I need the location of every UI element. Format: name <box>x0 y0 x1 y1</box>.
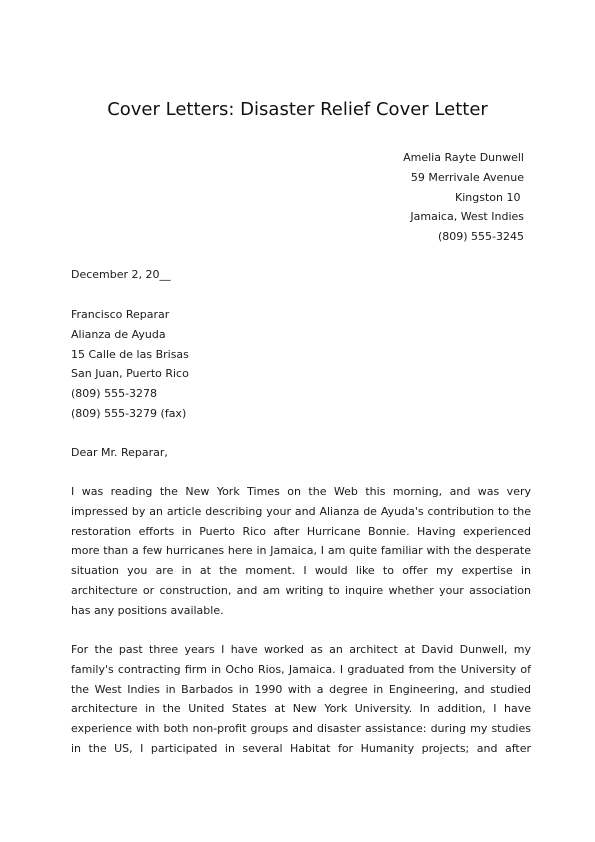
sender-city: Kingston 10 <box>455 190 524 204</box>
recipient-address-block <box>71 305 189 424</box>
body-paragraph-2 <box>71 640 531 759</box>
recipient-organization: Alianza de Ayuda <box>71 327 166 341</box>
sender-phone: (809) 555-3245 <box>437 230 524 244</box>
paragraph-line: family's contracting firm in Ocho Rios, Jamaica. I graduated from the University of <box>71 662 531 676</box>
sender-country: Jamaica, West Indies <box>410 210 524 224</box>
paragraph-line: architecture in the United States at New York University. In addition, I have <box>71 702 531 716</box>
sender-name: Amelia Rayte Dunwell <box>403 151 524 164</box>
paragraph-line: the West Indies in Barbados in 1990 with a degree in Engineering, and studied <box>71 682 531 696</box>
paragraph-line: impressed by an article describing your and Alianza de Ayuda's contribution to the <box>71 504 531 518</box>
paragraph-line: For the past three years I have worked as an architect at David Dunwell, my <box>71 643 531 656</box>
paragraph-line: more than a few hurricanes here in Jamaica, I am quite familiar with the desperate <box>71 544 531 558</box>
paragraph-line: in the US, I participated in several Habitat for Humanity projects; and after <box>71 741 531 755</box>
paragraph-line: has any positions available. <box>71 603 224 617</box>
document-title: Cover Letters: Disaster Relief Cover Letter <box>107 99 488 120</box>
recipient-phone: (809) 555-3278 <box>71 387 158 401</box>
salutation: Dear Mr. Reparar, <box>71 446 168 459</box>
recipient-street: 15 Calle de las Brisas <box>71 347 189 361</box>
paragraph-line: experience with both non-profit groups and disaster assistance: during my studies <box>71 722 531 736</box>
recipient-city: San Juan, Puerto Rico <box>71 367 189 381</box>
body-paragraph-1 <box>71 482 531 621</box>
recipient-fax: (809) 555-3279 (fax) <box>71 406 187 420</box>
paragraph-line: I was reading the New York Times on the Web this morning, and was very <box>71 485 531 498</box>
sender-address-block <box>403 148 524 247</box>
letter-date: December 2, 20__ <box>71 268 171 281</box>
paragraph-line: restoration efforts in Puerto Rico after Hurricane Bonnie. Having experienced <box>71 524 531 538</box>
paragraph-line: architecture or construction, and am writing to inquire whether your association <box>71 583 531 597</box>
sender-street: 59 Merrivale Avenue <box>410 170 524 184</box>
paragraph-line: situation you are in at the moment. I would like to offer my expertise in <box>71 564 531 578</box>
recipient-name: Francisco Reparar <box>71 308 170 321</box>
